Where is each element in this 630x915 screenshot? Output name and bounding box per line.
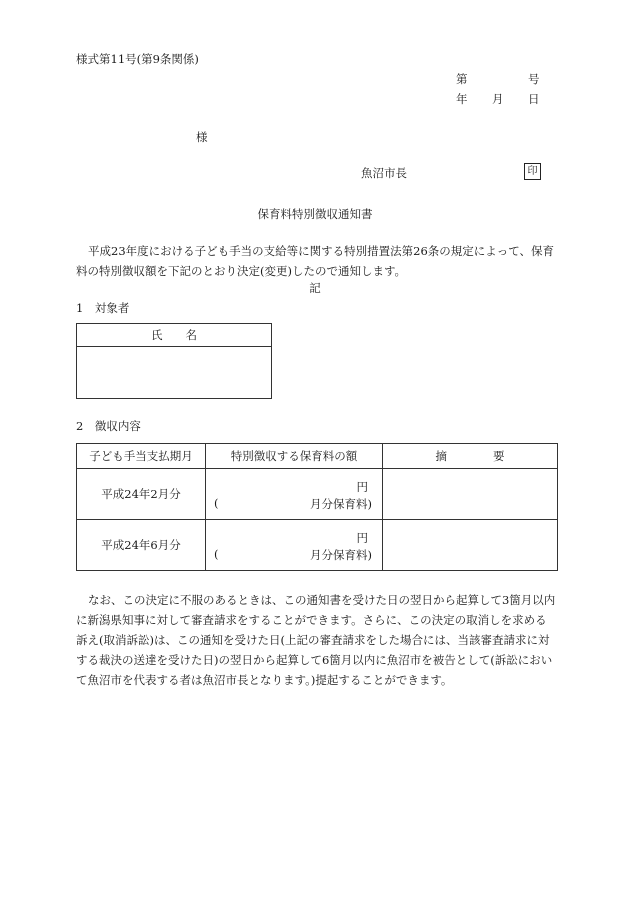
ki-label: 記 bbox=[309, 281, 321, 295]
seal-mark: 印 bbox=[524, 163, 541, 180]
addressee-suffix: 様 bbox=[196, 130, 208, 144]
remarks-cell bbox=[383, 469, 558, 520]
doc-number-suffix: 号 bbox=[528, 72, 540, 86]
notice-text: なお、この決定に不服のあるときは、この通知書を受けた日の翌日から起算して3箇月以内に新潟県知事に対して審査請求をすることができます。さらに、この決定の取消しを求める訴え(取消訴訟)は、この通知を受けた日(上記の審査請求をした場合には、当該審査請求に対する裁決の送達を受けた日)の翌日から起算して6箇月以内に魚沼市を被告として(訴訟において魚沼市を代表する者は魚沼市長となります。)提起することができます。 bbox=[76, 593, 556, 687]
section2-heading: 2 徴収内容 bbox=[76, 419, 141, 433]
doc-number-prefix: 第 bbox=[456, 72, 468, 86]
open-paren: ( bbox=[214, 547, 219, 561]
period-cell: 平成24年6月分 bbox=[77, 520, 206, 571]
amount-cell bbox=[206, 469, 383, 520]
intro-paragraph bbox=[76, 241, 556, 281]
form-number: 様式第11号(第9条関係) bbox=[76, 52, 199, 66]
date-day: 日 bbox=[528, 92, 540, 106]
table-row bbox=[77, 520, 558, 571]
name-header: 氏 名 bbox=[77, 324, 272, 347]
yen-label: 円 bbox=[356, 480, 368, 494]
table-row bbox=[77, 469, 558, 520]
name-cell bbox=[77, 347, 272, 399]
period-header: 子ども手当支払期月 bbox=[77, 444, 206, 469]
yen-label: 円 bbox=[356, 531, 368, 545]
month-fee-label: 月分保育料) bbox=[310, 548, 372, 562]
section1-heading: 1 対象者 bbox=[76, 301, 130, 315]
remarks-cell bbox=[383, 520, 558, 571]
collection-table bbox=[76, 443, 558, 571]
document-title: 保育料特別徴収通知書 bbox=[257, 207, 373, 221]
table-header-row bbox=[77, 444, 558, 469]
open-paren: ( bbox=[214, 496, 219, 510]
remarks-header: 摘 要 bbox=[383, 444, 558, 469]
month-fee-label: 月分保育料) bbox=[310, 497, 372, 511]
subject-table bbox=[76, 323, 272, 399]
date-month: 月 bbox=[492, 92, 504, 106]
notice-paragraph bbox=[76, 590, 556, 690]
sender-name: 魚沼市長 bbox=[361, 166, 407, 180]
intro-text: 平成23年度における子ども手当の支給等に関する特別措置法第26条の規定によって、保育料の特別徴収額を下記のとおり決定(変更)したので通知します。 bbox=[76, 244, 555, 278]
amount-header: 特別徴収する保育料の額 bbox=[206, 444, 383, 469]
period-cell: 平成24年2月分 bbox=[77, 469, 206, 520]
date-year: 年 bbox=[456, 92, 468, 106]
amount-cell bbox=[206, 520, 383, 571]
